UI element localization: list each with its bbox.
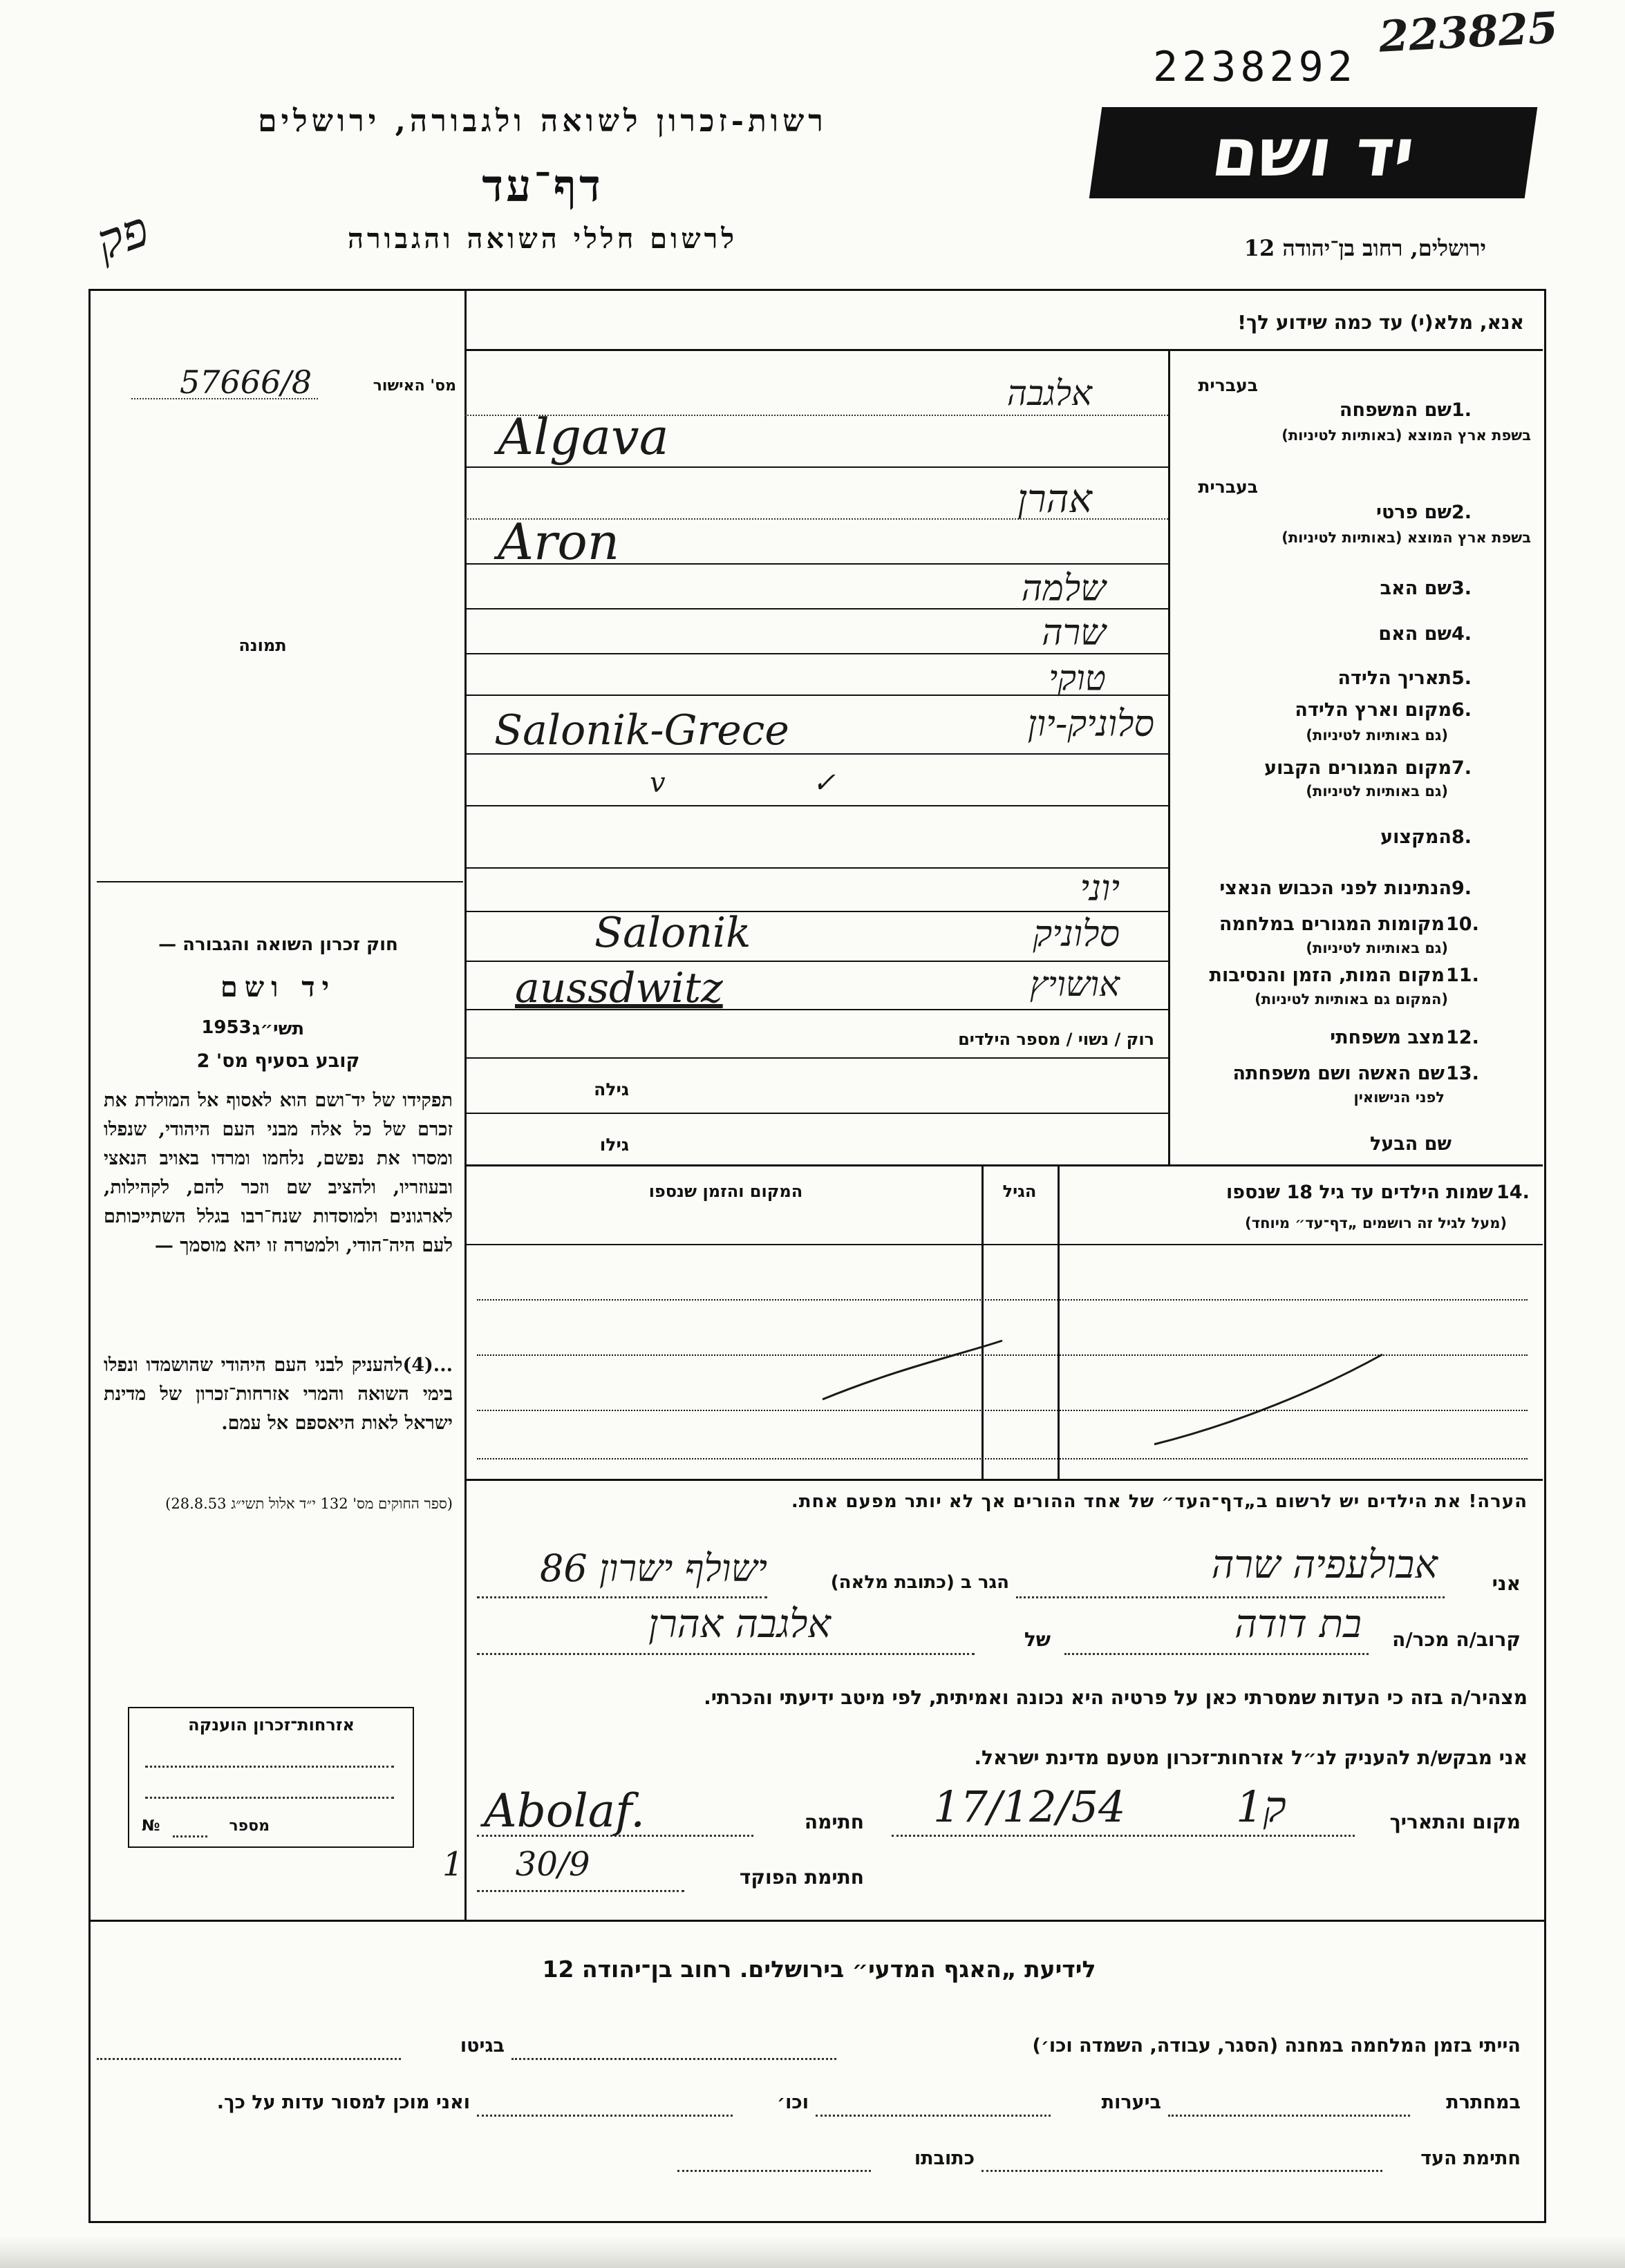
husband-age-label: גילו [599, 1135, 629, 1155]
law-year-hebrew: תשי״ג [252, 1019, 305, 1039]
field-label-wartime-residence: מקומות המגורים במלחמה [1219, 914, 1445, 935]
witness-name: אבולעפיה שרה [1211, 1542, 1438, 1587]
relation-label: קרוב/ה מכר/ה [1392, 1628, 1521, 1651]
value-family-name-hebrew: אלגבה [1006, 373, 1092, 413]
label-column-divider [1168, 349, 1170, 1164]
value-first-name-latin: Aron [498, 513, 620, 571]
field-label-marital-status: מצב משפחתי [1330, 1027, 1445, 1048]
yad-vashem-logo: יד ושם [1089, 107, 1538, 198]
handwritten-file-number: 223825 [1378, 2, 1559, 62]
value-birth-date: טוקי [1049, 658, 1106, 698]
law-citation: (ספר החוקים מס' 132 י״ד אלול תשי״ג 28.8.53) [165, 1495, 453, 1512]
field-sub-death-place: (המקום גם באותיות לטיניות) [1255, 991, 1448, 1008]
field-label-first-name: שם פרטי [1376, 502, 1452, 523]
field-label-nationality: הנתינות לפני הכבוש הנאצי [1219, 878, 1452, 899]
value-death-place-latin: aussdwitz [515, 964, 723, 1012]
place-date-value: 17/12/54 ק1 [933, 1782, 1286, 1832]
field-number-5: 5. [1452, 668, 1472, 689]
field-label-father: שם האב [1380, 578, 1452, 599]
children-title: שמות הילדים עד גיל 18 שנספו [1225, 1182, 1493, 1203]
field-label-birth-date: תאריך הלידה [1337, 668, 1452, 689]
children-subtitle: (מעל לגיל זה רושמים „דף־עד״ מיוחד) [1245, 1215, 1507, 1231]
value-marital-status: רוק / נשוי / מספר הילדים [958, 1030, 1154, 1049]
form-instruction: אנא, מלא(י) עד כמה שידוע לך! [1237, 311, 1524, 334]
footer-line2-end: ואני מוכן למסור עדות על כך. [216, 2092, 470, 2113]
witness-signature: Abolaf. [484, 1784, 646, 1837]
certificate-no-label: № [142, 1817, 160, 1835]
relation-value: בת דודה [1234, 1602, 1362, 1647]
declaration-prefix: אני [1492, 1572, 1521, 1595]
certificate-title: אזרחות־זכרון הוענקה [188, 1715, 355, 1735]
law-year: 1953 [201, 1017, 252, 1038]
value-wartime-residence-latin: Salonik [594, 909, 751, 957]
field-number-14: 14. [1496, 1182, 1530, 1203]
value-residence: v ✓ [650, 767, 836, 799]
field-label-family-name: שם המשפחה [1339, 399, 1452, 421]
address: ירושלים, רחוב בן־יהודה 12 [1243, 235, 1486, 261]
value-mother: שרה [1042, 612, 1106, 654]
clerk-signature: 1 30/9 [442, 1845, 590, 1884]
field-label-death-place: מקום המות, הזמן והנסיבות [1209, 965, 1445, 986]
field-sub-wife-name: לפני הנישואין [1353, 1089, 1445, 1106]
law-section: קובע בסעיף מס' 2 [196, 1050, 360, 1072]
children-note: הערה! את הילדים יש לרשום ב„דף־העד״ של אחד ההורים אך לא יותר מפעם אחת. [791, 1491, 1528, 1512]
field-label-husband: שם הבעל [1369, 1133, 1452, 1155]
field-lang-hebrew-1: בעברית [1198, 375, 1258, 395]
clerk-signature-label: חתימת הפוקד [739, 1866, 864, 1889]
field-number-9: 9. [1452, 878, 1472, 899]
value-death-place-hebrew: אושויץ [1029, 964, 1120, 1004]
declaration-statement: מצהיר/ה בזה כי העדות שמסרתי כאן על פרטיה היא נכונה ואמיתית, לפי מיטב ידיעתי והכרתי. [704, 1686, 1528, 1709]
field-number-3: 3. [1452, 578, 1472, 599]
field-label-mother: שם האם [1378, 623, 1452, 645]
empty-rows-strikeout [795, 1327, 1403, 1458]
footer-line2-start: במחתרת [1446, 2092, 1521, 2113]
field-number-13: 13. [1446, 1063, 1479, 1084]
photo-area-bottom [97, 881, 463, 882]
field-number-11: 11. [1446, 965, 1479, 986]
footer-line3-start: חתימת העד [1420, 2148, 1521, 2169]
footer-line2-mid2: וכו׳ [777, 2092, 809, 2113]
value-family-name-latin: Algava [498, 408, 669, 466]
stamp-number: 2238292 [1153, 43, 1357, 91]
children-col-age: הגיל [1002, 1182, 1037, 1201]
value-birth-place-hebrew: סלוניק-יון [1027, 703, 1154, 745]
field-label-birth-place: מקום וארץ הלידה [1295, 699, 1452, 721]
field-number-10: 10. [1446, 914, 1479, 935]
footer-line1-end: בגיטו [460, 2035, 505, 2057]
scan-edge-noise [0, 2236, 1625, 2268]
of-value: אלגבה אהרן [648, 1602, 832, 1647]
law-name: יד ושם [220, 971, 337, 1003]
photo-label: תמונה [238, 636, 287, 655]
confirmation-label: מס' האישור [373, 377, 456, 395]
address-label: הגר ב (כתובת מלאה) [830, 1572, 1009, 1593]
footer-line2-mid1: ביערות [1101, 2092, 1161, 2113]
value-father: שלמה [1021, 568, 1106, 609]
field-sub-residence: (גם באותיות לטיניות) [1306, 783, 1448, 800]
field-sub-birth-place: (גם באותיות לטיניות) [1306, 727, 1448, 744]
confirmation-number: 57666/8 [180, 363, 312, 401]
field-number-12: 12. [1446, 1027, 1479, 1048]
field-lang-hebrew-2: בעברית [1198, 477, 1258, 497]
footer-title: לידיעת „האגף המדעי״ בירושלים. רחוב בן־יהודה 12 [542, 1956, 1096, 1983]
margin-mark: פק [88, 200, 156, 272]
law-heading: חוק זכרון השואה והגבורה — [158, 934, 398, 955]
form-title: דף־עד [482, 160, 603, 212]
footer-line1: הייתי בזמן המלחמה במחנה (הסגר, עבודה, השמדה וכו׳) [1032, 2035, 1521, 2057]
field-number-8: 8. [1452, 826, 1472, 848]
place-date-label: מקום והתאריך [1389, 1811, 1521, 1833]
value-wartime-residence-hebrew: סלוניק [1033, 914, 1120, 955]
of-label: של [1024, 1628, 1051, 1651]
witness-address: ישולף ישרון 86 [540, 1547, 767, 1590]
field-number-6: 6. [1452, 699, 1472, 721]
wife-age-label: גילה [594, 1079, 629, 1099]
value-birth-place-latin: Salonik-Grece [494, 706, 789, 755]
field-sub-family-name: בשפת ארץ המוצא (באותיות לטיניות) [1281, 427, 1531, 444]
field-number-4: 4. [1452, 623, 1472, 645]
signature-label: חתימה [804, 1811, 864, 1833]
sidebar-divider [464, 289, 467, 1920]
law-text: תפקידו של יד־ושם הוא לאסוף אל המולדת את זכרם של כל אלה מבני העם היהודי, שנפלו ומסרו את נפשם, נלחמו ומרדו באויב הנאצי ובעוזריו, ולהציב שם וזכר להם, לקהילות, לארגונים ולמוסדות שנח־רבו בגלל השתייכותם לעם היה־הודי, ולמטרה זו יהא מוסמך — [104, 1090, 453, 1256]
field-label-profession: המקצוע [1380, 826, 1452, 848]
field-number-2: 2. [1452, 502, 1472, 523]
declaration-request: אני מבקש/ת להעניק לנ״ל אזרחות־זכרון מטעם מדינת ישראל. [974, 1746, 1528, 1769]
certificate-number-label: מספר [229, 1817, 270, 1835]
authority-name: רשות-זכרון לשואה ולגבורה, ירושלים [258, 104, 827, 139]
value-nationality: יוני [1080, 868, 1120, 909]
value-first-name-hebrew: אהרן [1017, 477, 1092, 522]
field-number-1: 1. [1452, 399, 1472, 421]
field-number-7: 7. [1452, 757, 1472, 779]
footer-line3-mid: כתובתו [914, 2148, 975, 2169]
field-sub-first-name: בשפת ארץ המוצא (באותיות לטיניות) [1281, 529, 1531, 546]
children-col-place: המקום והזמן שנספו [648, 1182, 803, 1201]
field-sub-wartime-residence: (גם באותיות לטיניות) [1306, 940, 1448, 956]
form-subtitle: לרשום חללי השואה והגבורה [347, 223, 738, 255]
field-label-residence: מקום המגורים הקבוע [1264, 757, 1452, 779]
law-clause: ...(4)להעניק לבני העם היהודי שהושמדו ונפלו בימי השואה והמרי אזרחות־זכרון של מדינת ישראל לאות היאספם אל עמם. [104, 1354, 453, 1434]
field-label-wife-name: שם האשה ושם משפחתה [1232, 1063, 1445, 1084]
